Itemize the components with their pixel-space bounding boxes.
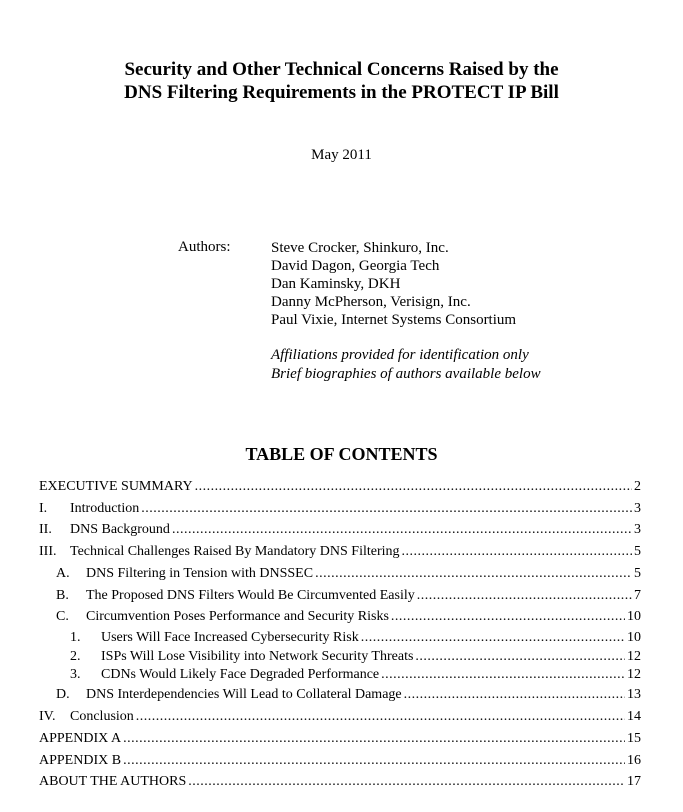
- toc-entry-label: APPENDIX A: [39, 731, 122, 746]
- toc-leader-dots: [381, 666, 625, 684]
- toc-entry-label: Introduction: [70, 501, 140, 516]
- toc-entry-label: DNS Filtering in Tension with DNSSEC: [86, 566, 314, 581]
- toc-entry-page: 17: [627, 774, 641, 789]
- toc-entry[interactable]: [39, 478, 641, 496]
- toc-entry-label: The Proposed DNS Filters Would Be Circumvented Easily: [86, 588, 415, 603]
- toc-entry-page: 10: [627, 609, 641, 624]
- author-name: Danny McPherson, Verisign, Inc.: [271, 294, 471, 310]
- toc-entry-label: CDNs Would Likely Face Degraded Performance: [101, 667, 380, 682]
- toc-entry-page: 12: [627, 667, 641, 682]
- toc-entry-label: Technical Challenges Raised By Mandatory DNS Filtering: [70, 544, 400, 559]
- toc-leader-dots: [123, 752, 625, 770]
- author-name: Steve Crocker, Shinkuro, Inc.: [271, 240, 449, 256]
- author-name: Paul Vixie, Internet Systems Consortium: [271, 312, 517, 328]
- toc-entry-page: 3: [634, 522, 641, 537]
- toc-entry-page: 12: [627, 649, 641, 664]
- toc-heading: TABLE OF CONTENTS: [245, 444, 438, 464]
- toc-entry-page: 3: [634, 501, 641, 516]
- toc-entry[interactable]: [56, 686, 641, 704]
- toc-entry-number: B.: [56, 588, 69, 603]
- toc-entry-page: 10: [627, 630, 641, 645]
- toc-entry-number: II.: [39, 522, 52, 537]
- title-line-2: DNS Filtering Requirements in the PROTECT IP Bill: [124, 82, 559, 103]
- toc-leader-dots: [195, 478, 632, 496]
- document-title: [0, 58, 683, 104]
- toc-leader-dots: [402, 543, 632, 561]
- biography-note: Brief biographies of authors available below: [271, 366, 541, 382]
- toc-leader-dots: [417, 587, 632, 605]
- document-date: May 2011: [311, 147, 372, 163]
- toc-entry-number: 1.: [70, 630, 81, 645]
- toc-entry-label: DNS Background: [70, 522, 170, 537]
- toc-entry-page: 16: [627, 753, 641, 768]
- toc-entry[interactable]: [39, 708, 641, 726]
- toc-leader-dots: [172, 521, 632, 539]
- toc-entry-number: 2.: [70, 649, 81, 664]
- toc-entry-number: I.: [39, 501, 48, 516]
- author-notes: [271, 346, 541, 384]
- authors-list: [271, 239, 516, 329]
- toc-entry-label: ABOUT THE AUTHORS: [39, 774, 187, 789]
- toc-entry[interactable]: [56, 608, 641, 626]
- toc-entry-number: III.: [39, 544, 57, 559]
- toc-entry[interactable]: [39, 752, 641, 770]
- toc-entry-label: Users Will Face Increased Cybersecurity Risk: [101, 630, 359, 645]
- toc-entry[interactable]: [70, 666, 641, 684]
- toc-entry[interactable]: [39, 500, 641, 518]
- toc-entry-label: DNS Interdependencies Will Lead to Collateral Damage: [86, 687, 402, 702]
- toc-entry-page: 15: [627, 731, 641, 746]
- toc-entry[interactable]: [39, 521, 641, 539]
- author-name: David Dagon, Georgia Tech: [271, 258, 440, 274]
- toc-entry-number: D.: [56, 687, 70, 702]
- toc-entry-label: EXECUTIVE SUMMARY: [39, 479, 193, 494]
- toc-leader-dots: [404, 686, 625, 704]
- toc-entry-page: 14: [627, 709, 641, 724]
- toc-leader-dots: [361, 629, 625, 647]
- toc-entry-number: IV.: [39, 709, 56, 724]
- toc-entry-page: 5: [634, 566, 641, 581]
- toc-entry-number: 3.: [70, 667, 81, 682]
- toc-entry[interactable]: [39, 773, 641, 791]
- toc-entry-label: APPENDIX B: [39, 753, 122, 768]
- authors-label: Authors:: [178, 239, 231, 255]
- toc-entry[interactable]: [56, 565, 641, 583]
- toc-entry-label: Conclusion: [70, 709, 134, 724]
- toc-leader-dots: [315, 565, 632, 583]
- toc-entry[interactable]: [56, 587, 641, 605]
- toc-entry-number: C.: [56, 609, 69, 624]
- toc-leader-dots: [188, 773, 625, 791]
- toc-leader-dots: [391, 608, 625, 626]
- toc-entry-number: A.: [56, 566, 70, 581]
- toc-leader-dots: [415, 648, 625, 666]
- toc-entry-page: 5: [634, 544, 641, 559]
- toc-entry-page: 7: [634, 588, 641, 603]
- toc-entry[interactable]: [70, 629, 641, 647]
- toc-entry-label: Circumvention Poses Performance and Security Risks: [86, 609, 389, 624]
- author-name: Dan Kaminsky, DKH: [271, 276, 401, 292]
- toc-entry[interactable]: [70, 648, 641, 666]
- toc-entry[interactable]: [39, 730, 641, 748]
- toc-entry[interactable]: [39, 543, 641, 561]
- affiliation-note: Affiliations provided for identification only: [271, 347, 529, 363]
- toc-leader-dots: [123, 730, 625, 748]
- toc-entry-label: ISPs Will Lose Visibility into Network Security Threats: [101, 649, 414, 664]
- toc-leader-dots: [136, 708, 625, 726]
- toc-entry-page: 13: [627, 687, 641, 702]
- toc-leader-dots: [141, 500, 632, 518]
- toc-entry-page: 2: [634, 479, 641, 494]
- title-line-1: Security and Other Technical Concerns Raised by the: [124, 59, 559, 80]
